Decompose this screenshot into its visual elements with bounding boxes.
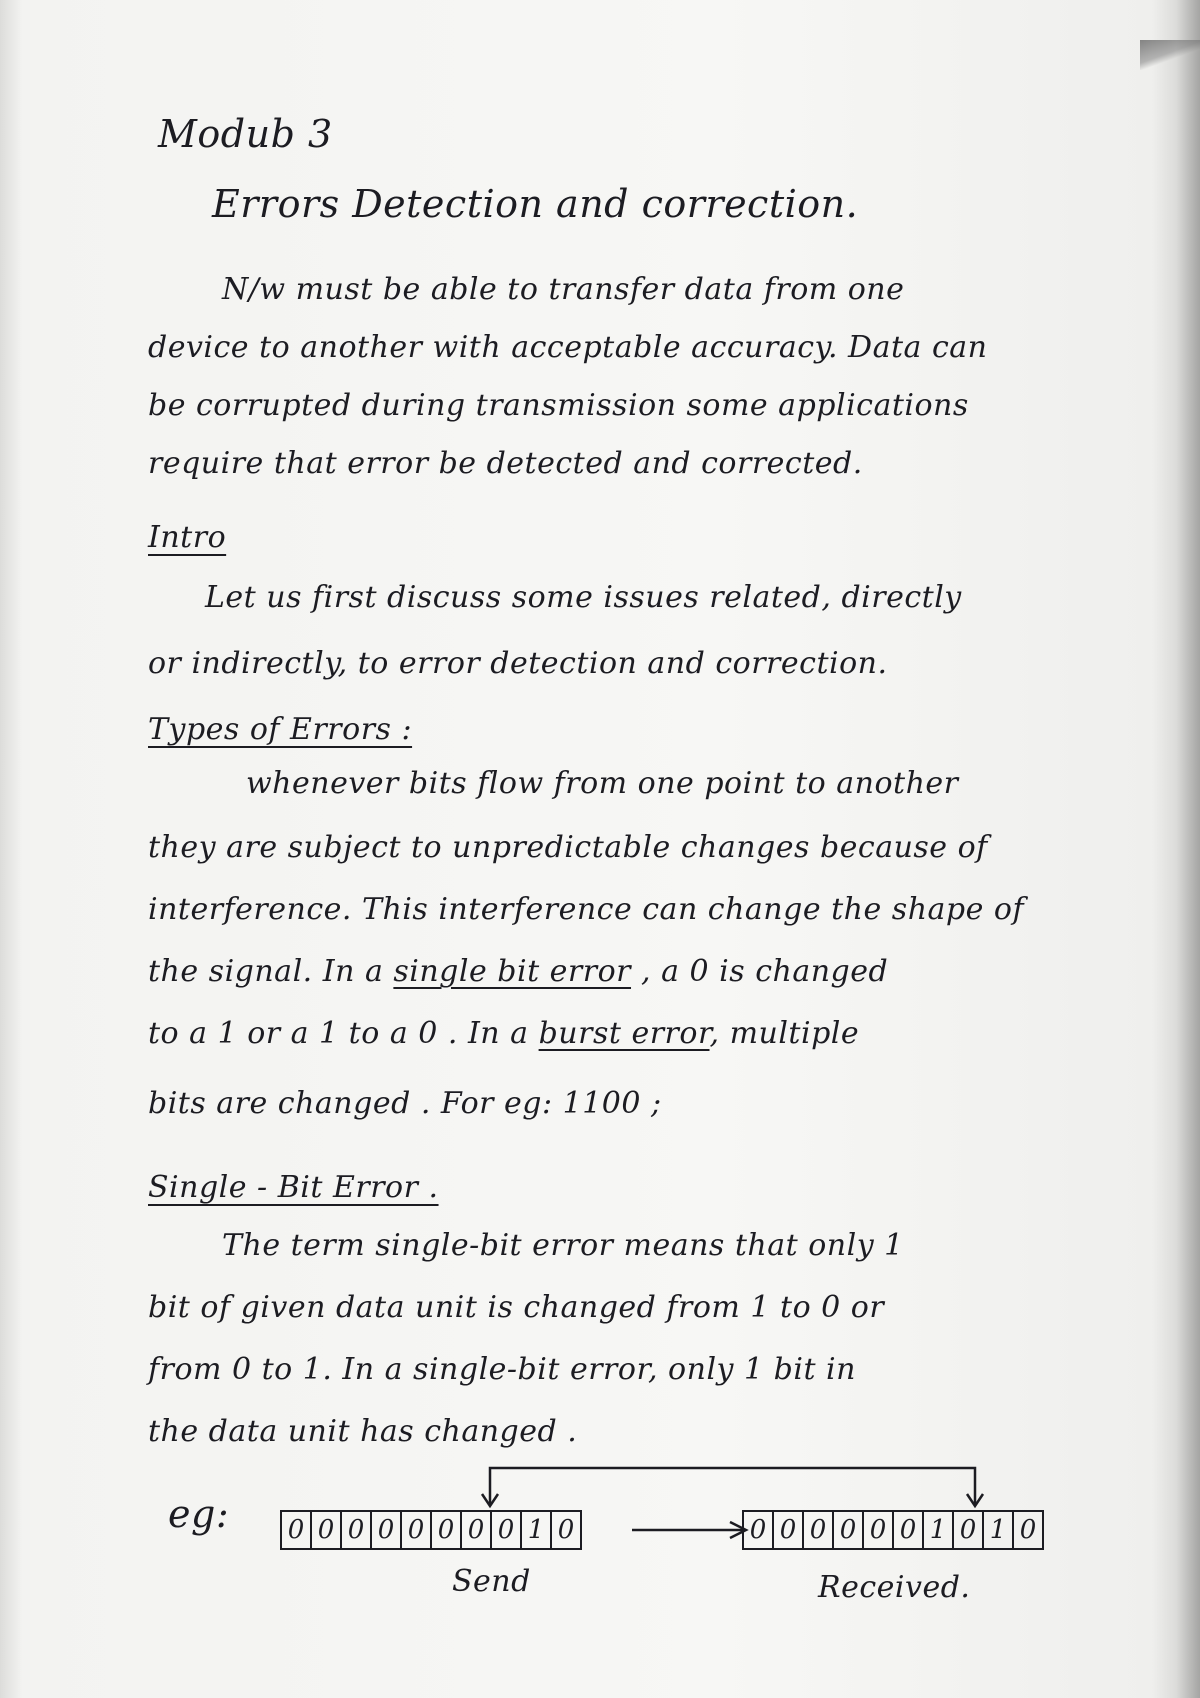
received-bit-cell: 0	[772, 1510, 804, 1550]
received-bit-cell: 1	[982, 1510, 1014, 1550]
received-bit-cell: 0	[892, 1510, 924, 1550]
sent-bit-cell: 0	[490, 1510, 522, 1550]
sent-bit-cell: 0	[400, 1510, 432, 1550]
sent-bit-cell: 0	[370, 1510, 402, 1550]
burst-error-term: burst error	[538, 1016, 710, 1051]
intro-line-1: N/w must be able to transfer data from one	[222, 272, 905, 307]
sent-bit-cell: 0	[460, 1510, 492, 1550]
sent-bit-cell: 0	[430, 1510, 462, 1550]
single-line-1: The term single-bit error means that only 1	[222, 1228, 904, 1263]
intro2-line-1: Let us first discuss some issues related, directly	[205, 580, 962, 615]
types-heading: Types of Errors :	[148, 712, 413, 747]
types-line-2: they are subject to unpredictable changes because of	[148, 830, 988, 865]
sent-bits-frame	[282, 1510, 582, 1550]
intro2-line-2: or indirectly, to error detection and correction.	[148, 646, 888, 681]
intro-line-2: device to another with acceptable accuracy. Data can	[148, 330, 988, 365]
single-line-3: from 0 to 1. In a single-bit error, only 1 bit in	[148, 1352, 856, 1387]
received-bit-cell: 0	[802, 1510, 834, 1550]
received-bit-cell: 0	[1012, 1510, 1044, 1550]
sent-bit-cell: 0	[550, 1510, 582, 1550]
received-bit-cell: 0	[952, 1510, 984, 1550]
types-line-3: interference. This interference can change the shape of	[148, 892, 1025, 927]
sent-caption: Send	[452, 1564, 531, 1599]
single-line-4: the data unit has changed .	[148, 1414, 578, 1449]
page-title: Errors Detection and correction.	[212, 182, 859, 226]
received-bit-cell: 0	[862, 1510, 894, 1550]
module-label: Modub 3	[158, 112, 333, 156]
types-line-5: to a 1 or a 1 to a 0 . In a burst error, multiple	[148, 1016, 860, 1051]
single-bit-heading: Single - Bit Error .	[148, 1170, 439, 1205]
sent-bit-cell: 0	[280, 1510, 312, 1550]
sent-bit-cell: 0	[310, 1510, 342, 1550]
received-bit-cell: 0	[832, 1510, 864, 1550]
received-bits-frame	[744, 1510, 1044, 1550]
intro-line-3: be corrupted during transmission some applications	[148, 388, 969, 423]
types-line-4: the signal. In a single bit error , a 0 is changed	[148, 954, 889, 989]
received-caption: Received.	[818, 1570, 971, 1605]
sent-bit-cell: 0	[340, 1510, 372, 1550]
received-bit-cell: 1	[922, 1510, 954, 1550]
types-line-6: bits are changed . For eg: 1100 ;	[148, 1086, 662, 1121]
received-bit-cell: 0	[742, 1510, 774, 1550]
intro-heading: Intro	[148, 520, 227, 555]
intro-line-4: require that error be detected and corrected.	[148, 446, 863, 481]
single-bit-error-term: single bit error	[393, 954, 632, 989]
single-line-2: bit of given data unit is changed from 1 to 0 or	[148, 1290, 885, 1325]
example-label: eg:	[168, 1492, 230, 1536]
sent-bit-cell: 1	[520, 1510, 552, 1550]
bit-link-line	[490, 1468, 975, 1506]
types-line-1: whenever bits flow from one point to another	[246, 766, 959, 801]
